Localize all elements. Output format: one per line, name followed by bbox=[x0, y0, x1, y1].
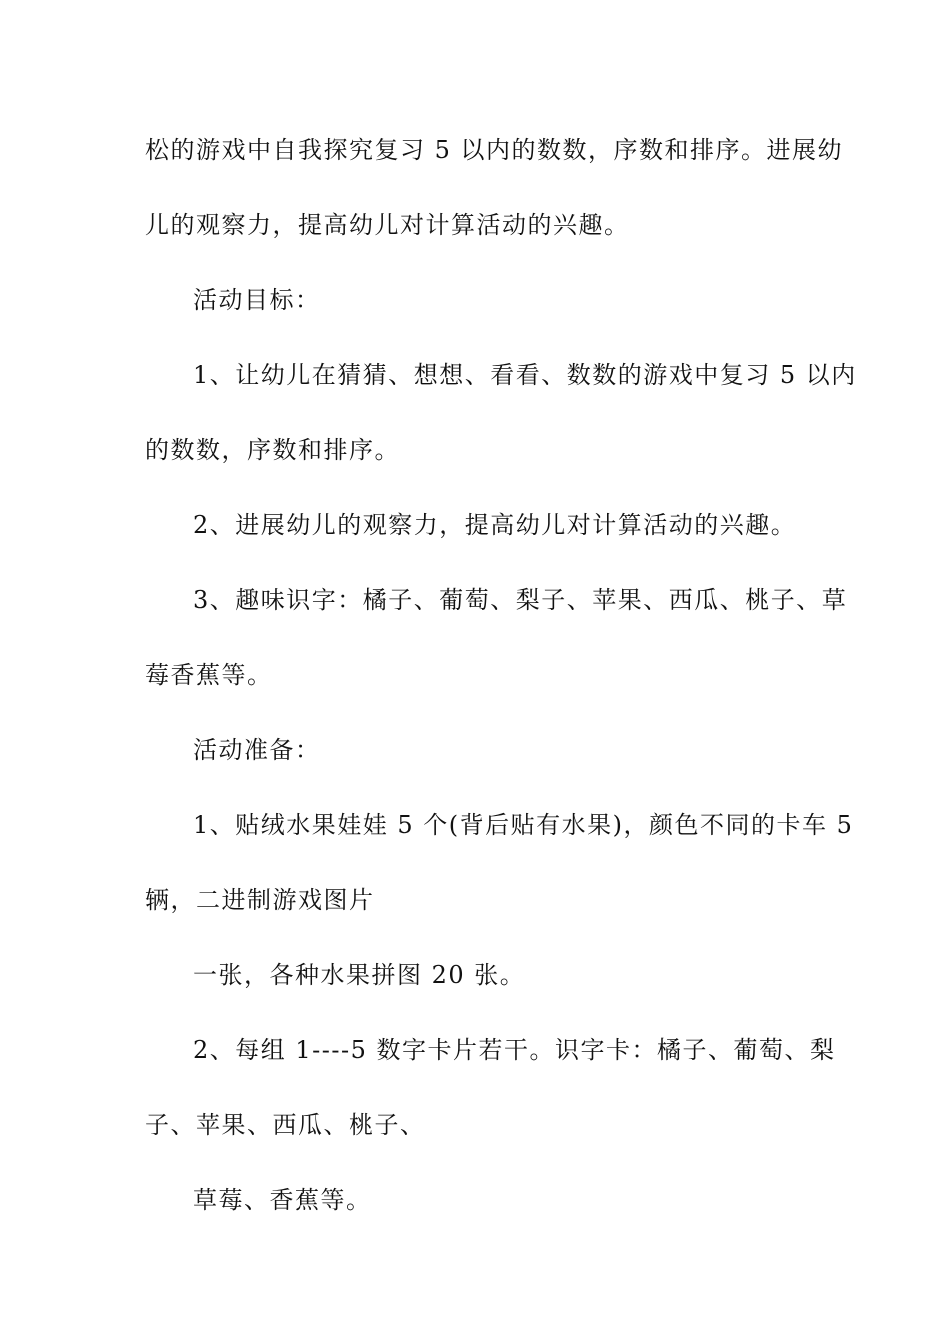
text-line: 3、趣味识字：橘子、葡萄、梨子、苹果、西瓜、桃子、草 bbox=[193, 586, 848, 614]
text-line: 儿的观察力，提高幼儿对计算活动的兴趣。 bbox=[145, 211, 630, 239]
text-line: 草莓、香蕉等。 bbox=[193, 1186, 372, 1214]
text-line: 一张，各种水果拼图 20 张。 bbox=[193, 961, 526, 989]
text-line: 莓香蕉等。 bbox=[145, 661, 273, 689]
text-line: 辆，二进制游戏图片 bbox=[145, 886, 375, 914]
text-line: 1、让幼儿在猜猜、想想、看看、数数的游戏中复习 5 以内 bbox=[193, 361, 857, 389]
text-line: 2、进展幼儿的观察力，提高幼儿对计算活动的兴趣。 bbox=[193, 511, 797, 539]
section-heading-preparation: 活动准备： bbox=[193, 736, 321, 764]
text-line: 1、贴绒水果娃娃 5 个(背后贴有水果)，颜色不同的卡车 5 bbox=[193, 811, 854, 839]
text-line: 子、苹果、西瓜、桃子、 bbox=[145, 1111, 426, 1139]
text-line: 的数数，序数和排序。 bbox=[145, 436, 400, 464]
text-line: 松的游戏中自我探究复习 5 以内的数数，序数和排序。进展幼 bbox=[145, 136, 844, 164]
section-heading-goals: 活动目标： bbox=[193, 286, 321, 314]
text-line: 2、每组 1----5 数字卡片若干。识字卡：橘子、葡萄、梨 bbox=[193, 1036, 836, 1064]
